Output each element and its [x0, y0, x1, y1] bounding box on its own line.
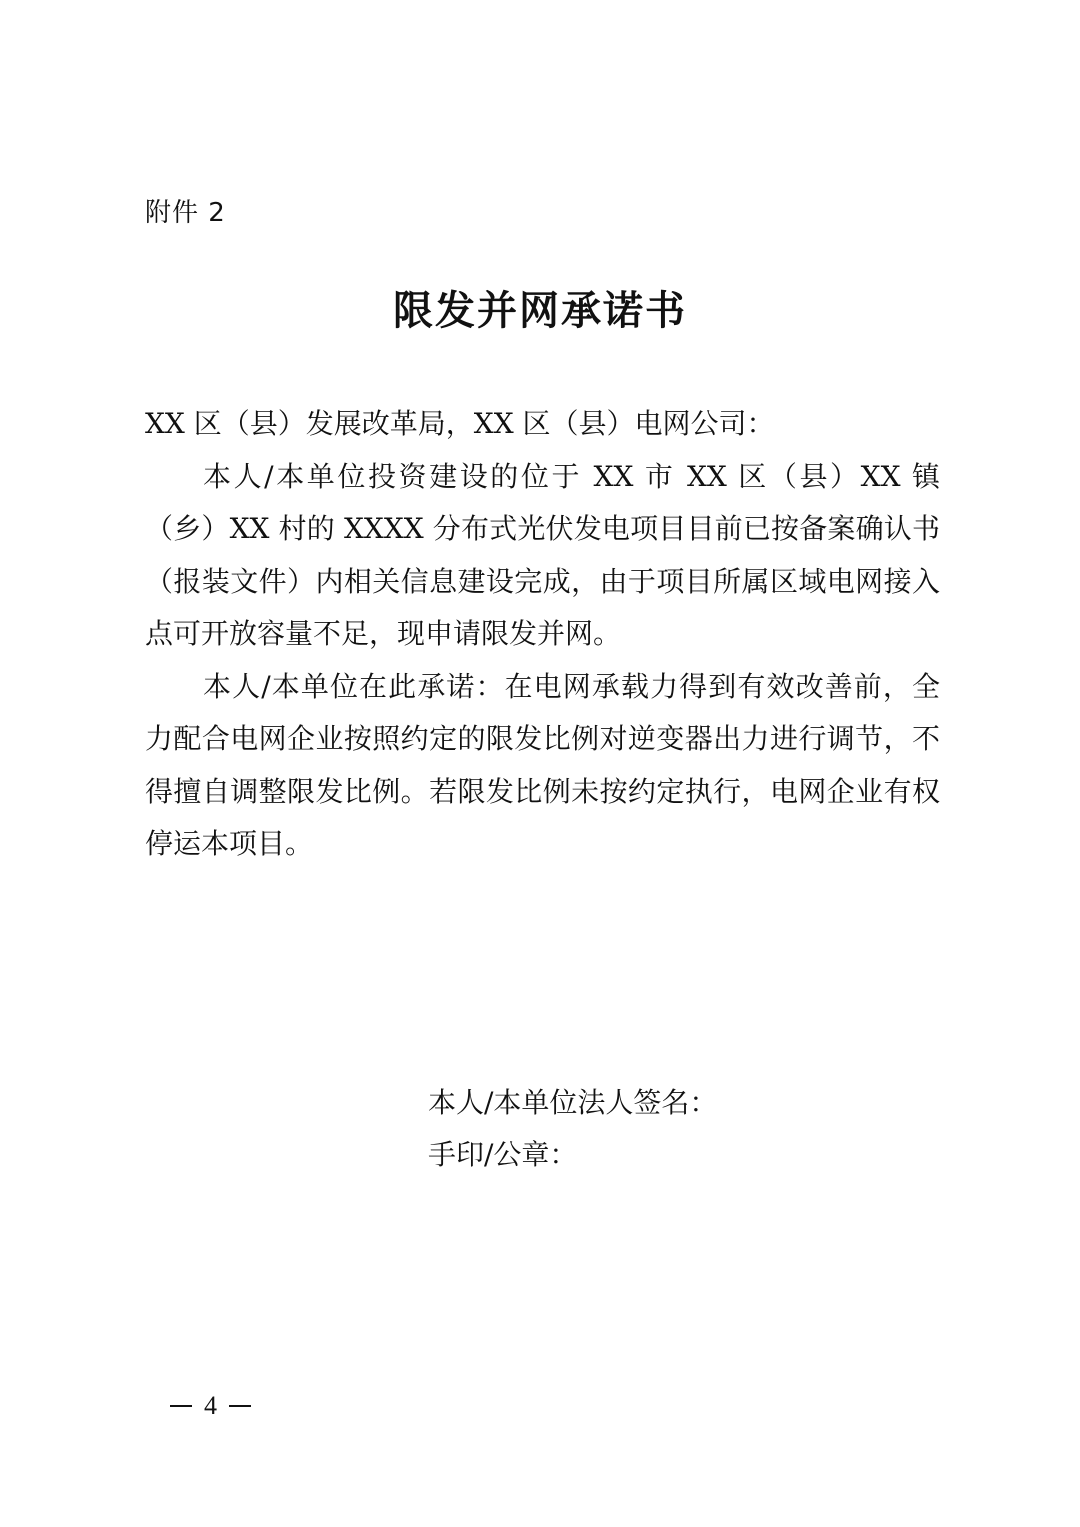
document-title: 限发并网承诺书 [393, 287, 687, 334]
document-body [145, 398, 940, 871]
salutation: XX 区（县）发展改革局，XX 区（县）电网公司： [145, 407, 775, 440]
stamp-label: 手印/公章： [428, 1138, 578, 1171]
paragraph-application: 本人/本单位投资建设的位于 XX 市 XX 区（县）XX 镇（乡）XX 村的 XXXX 分布式光伏发电项目目前已按备案确认书（报装文件）内相关信息建设完成，由于项目所属区域电网接入点可开放容量不足，现申请限发并网。 [145, 459, 940, 650]
signature-block [428, 1077, 717, 1181]
page-number: 4 [204, 1391, 217, 1420]
page-number-footer [170, 1388, 251, 1424]
signer-label: 本人/本单位法人签名： [428, 1086, 718, 1119]
page-number-dash-right [229, 1405, 251, 1407]
page-number-dash-left [170, 1405, 192, 1407]
paragraph-commitment: 本人/本单位在此承诺：在电网承载力得到有效改善前，全力配合电网企业按照约定的限发比例对逆变器出力进行调节，不得擅自调整限发比例。若限发比例未按约定执行，电网企业有权停运本项目。 [145, 669, 940, 860]
attachment-label: 附件 2 [145, 198, 226, 228]
